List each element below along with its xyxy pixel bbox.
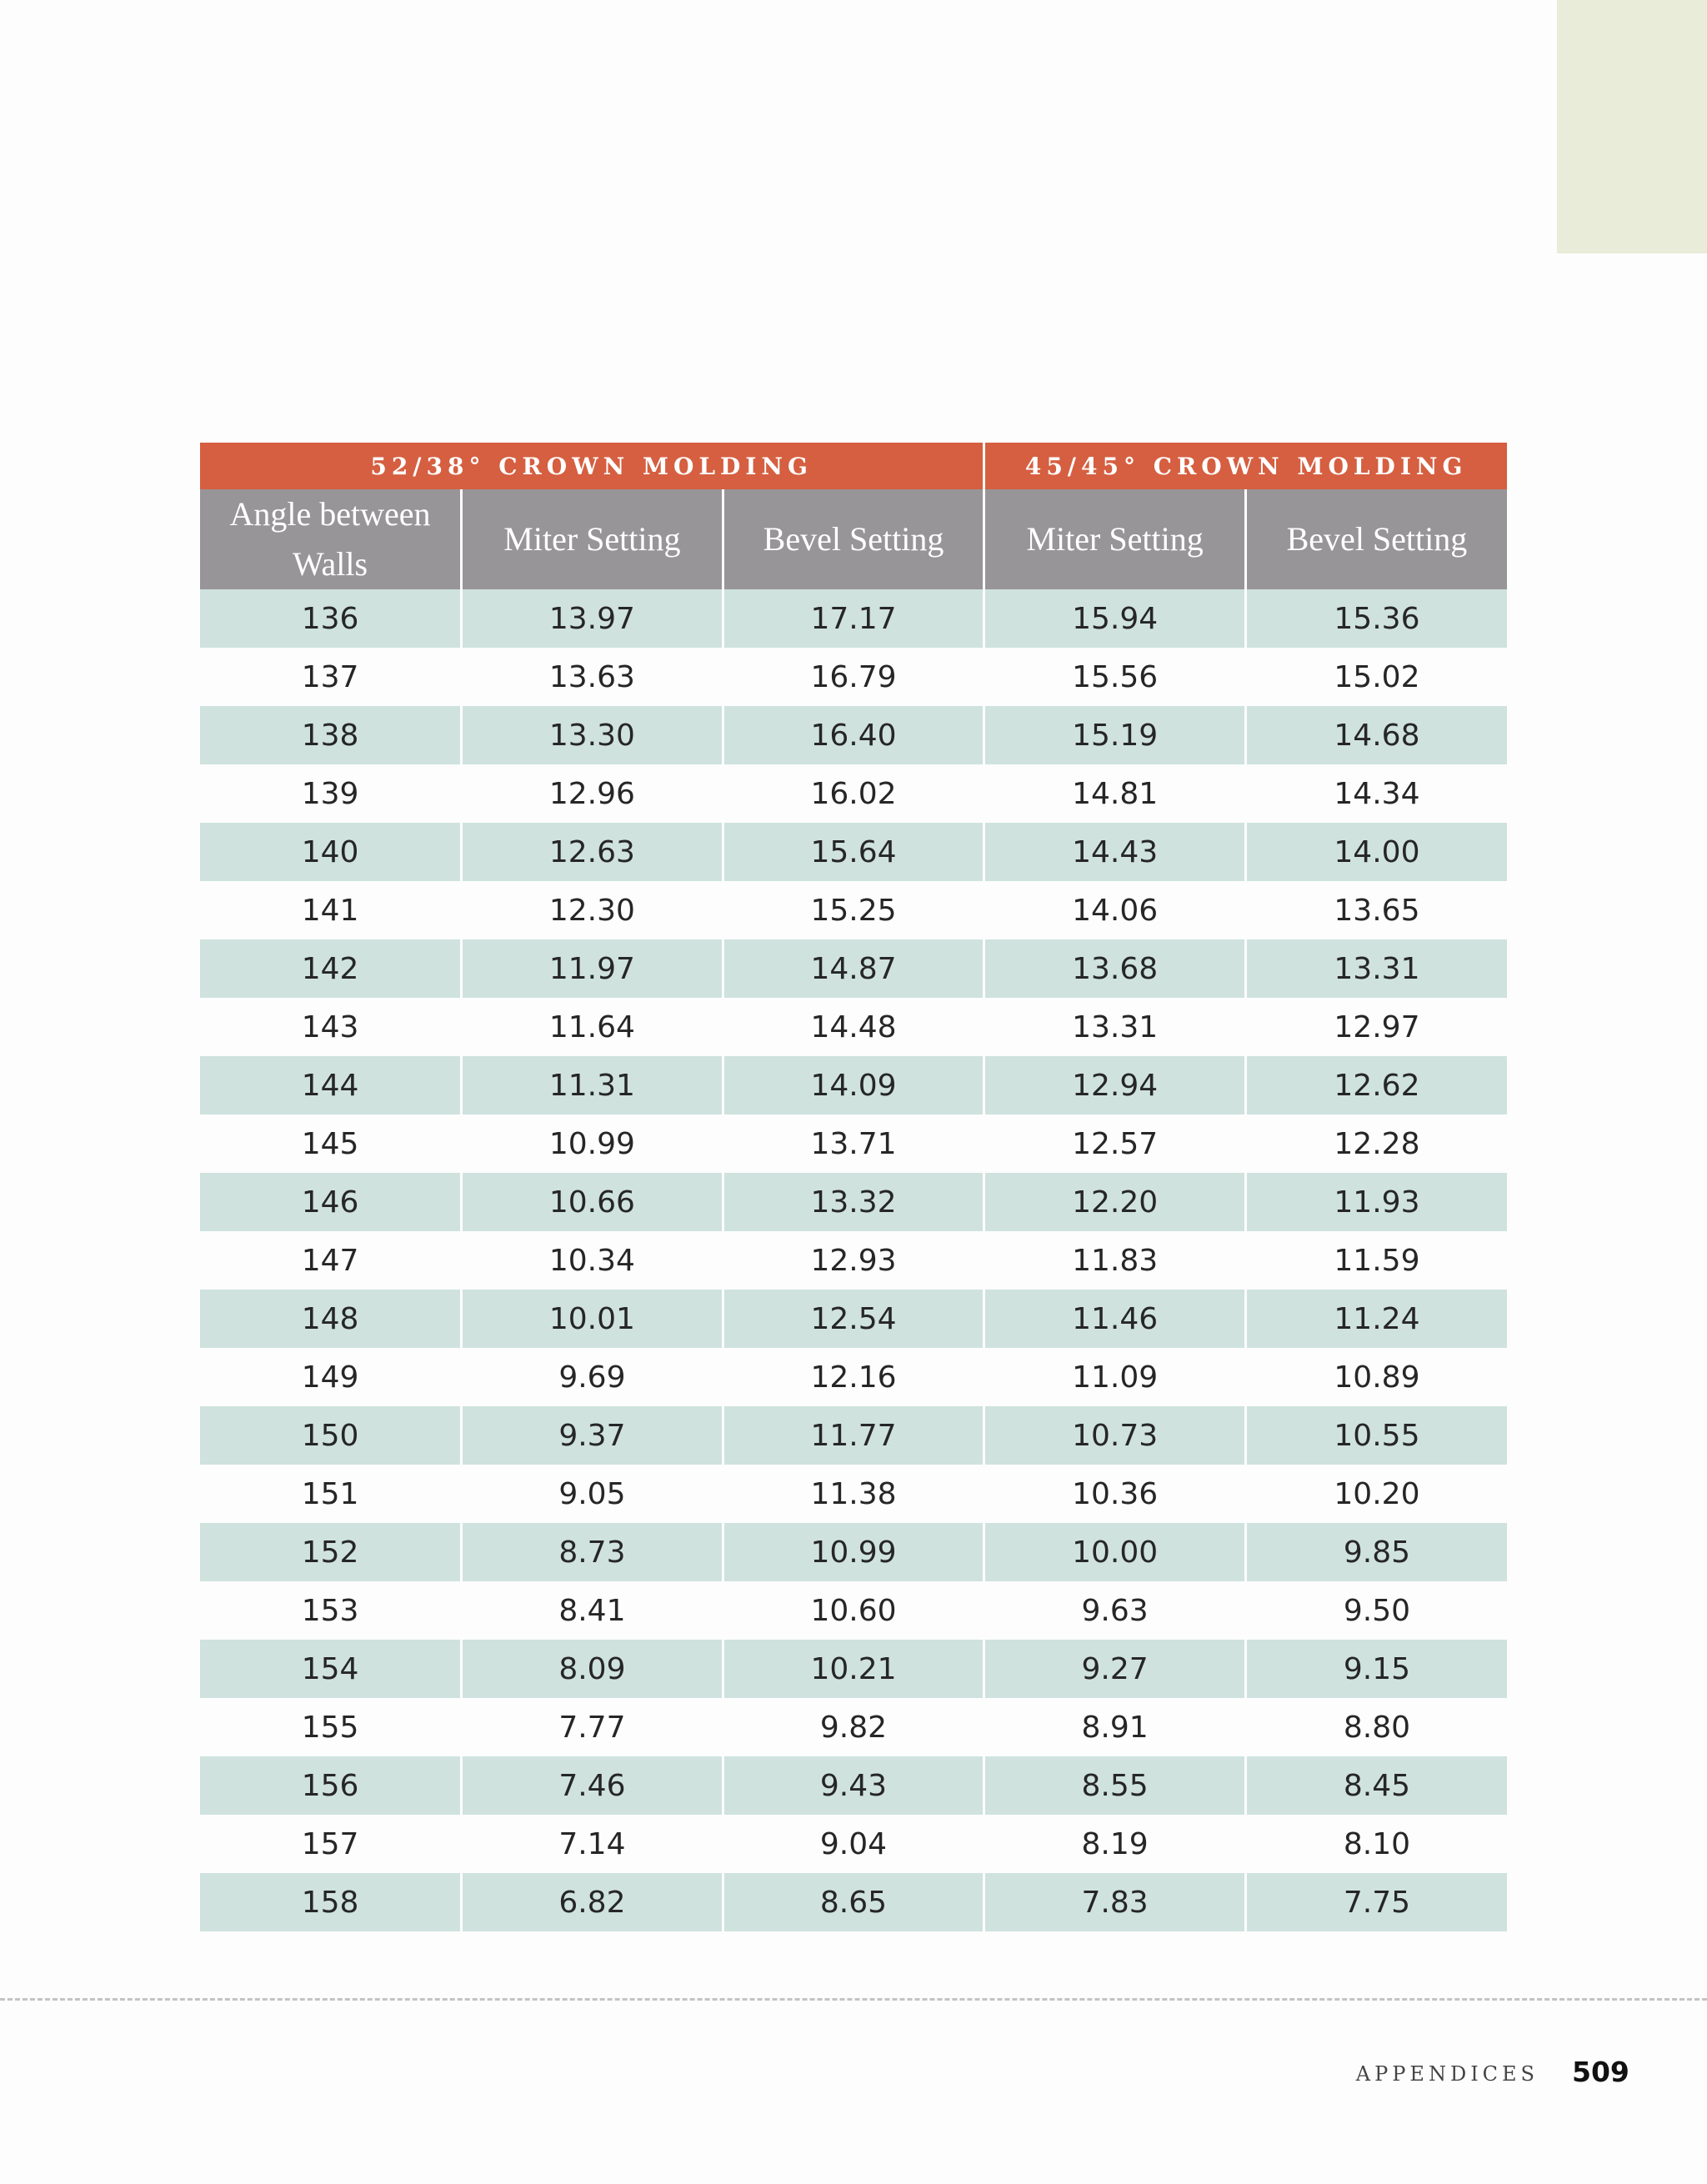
table-cell: 10.73 [984,1406,1246,1465]
table-cell: 14.00 [1245,823,1507,881]
table-cell: 9.05 [462,1465,723,1523]
table-row [200,648,1507,706]
table-row [200,1698,1507,1756]
table-row [200,764,1507,823]
table-cell: 8.09 [462,1640,723,1698]
column-header-miter-52-38: Miter Setting [462,489,723,589]
table-row [200,998,1507,1056]
table-cell: 13.97 [462,589,723,648]
table-row [200,881,1507,939]
table-row [200,1465,1507,1523]
table-cell: 13.65 [1245,881,1507,939]
crown-molding-table-container [200,443,1507,1931]
table-cell: 12.63 [462,823,723,881]
table-cell: 153 [200,1581,462,1640]
corner-color-tab [1557,0,1707,253]
table-cell: 8.65 [723,1873,984,1931]
table-row [200,1290,1507,1348]
column-header-bevel-45-45: Bevel Setting [1245,489,1507,589]
page-number: 509 [1572,2056,1629,2088]
table-cell: 10.99 [462,1115,723,1173]
table-cell: 148 [200,1290,462,1348]
table-cell: 11.46 [984,1290,1246,1348]
table-row [200,1756,1507,1815]
table-row [200,1873,1507,1931]
table-cell: 154 [200,1640,462,1698]
table-cell: 9.04 [723,1815,984,1873]
table-cell: 7.75 [1245,1873,1507,1931]
table-cell: 11.93 [1245,1173,1507,1231]
table-cell: 10.66 [462,1173,723,1231]
table-row [200,1406,1507,1465]
table-row [200,1348,1507,1406]
table-cell: 14.48 [723,998,984,1056]
table-cell: 15.94 [984,589,1246,648]
table-cell: 12.62 [1245,1056,1507,1115]
table-cell: 11.24 [1245,1290,1507,1348]
table-cell: 11.31 [462,1056,723,1115]
table-row [200,823,1507,881]
table-cell: 10.34 [462,1231,723,1290]
table-cell: 12.97 [1245,998,1507,1056]
table-cell: 13.32 [723,1173,984,1231]
table-cell: 11.38 [723,1465,984,1523]
table-cell: 7.83 [984,1873,1246,1931]
group-header-45-45: 45/45° CROWN MOLDING [984,443,1507,489]
table-cell: 136 [200,589,462,648]
table-cell: 10.60 [723,1581,984,1640]
table-cell: 143 [200,998,462,1056]
table-cell: 155 [200,1698,462,1756]
group-header-52-38: 52/38° CROWN MOLDING [200,443,984,489]
table-cell: 12.28 [1245,1115,1507,1173]
table-cell: 12.16 [723,1348,984,1406]
table-cell: 139 [200,764,462,823]
table-cell: 12.94 [984,1056,1246,1115]
group-header-row [200,443,1507,489]
table-cell: 157 [200,1815,462,1873]
table-cell: 13.68 [984,939,1246,998]
table-cell: 141 [200,881,462,939]
table-cell: 15.64 [723,823,984,881]
table-cell: 6.82 [462,1873,723,1931]
table-cell: 15.56 [984,648,1246,706]
table-cell: 8.55 [984,1756,1246,1815]
table-cell: 16.40 [723,706,984,764]
table-cell: 9.69 [462,1348,723,1406]
table-cell: 7.14 [462,1815,723,1873]
table-cell: 10.89 [1245,1348,1507,1406]
table-cell: 15.19 [984,706,1246,764]
table-cell: 151 [200,1465,462,1523]
table-cell: 11.59 [1245,1231,1507,1290]
table-cell: 16.02 [723,764,984,823]
table-cell: 17.17 [723,589,984,648]
table-cell: 9.82 [723,1698,984,1756]
table-cell: 9.37 [462,1406,723,1465]
crown-molding-table [200,443,1507,1931]
table-cell: 8.45 [1245,1756,1507,1815]
table-cell: 16.79 [723,648,984,706]
table-row [200,939,1507,998]
table-cell: 7.77 [462,1698,723,1756]
column-header-miter-45-45: Miter Setting [984,489,1246,589]
table-cell: 10.99 [723,1523,984,1581]
table-cell: 10.00 [984,1523,1246,1581]
table-row [200,589,1507,648]
table-row [200,1115,1507,1173]
table-cell: 152 [200,1523,462,1581]
table-cell: 14.81 [984,764,1246,823]
table-row [200,1581,1507,1640]
footer-divider [0,1998,1707,2001]
table-row [200,1640,1507,1698]
table-cell: 9.50 [1245,1581,1507,1640]
table-body [200,589,1507,1931]
table-cell: 140 [200,823,462,881]
table-cell: 13.30 [462,706,723,764]
table-cell: 12.20 [984,1173,1246,1231]
table-cell: 14.87 [723,939,984,998]
table-cell: 142 [200,939,462,998]
table-cell: 9.63 [984,1581,1246,1640]
table-cell: 8.19 [984,1815,1246,1873]
table-cell: 150 [200,1406,462,1465]
table-cell: 8.10 [1245,1815,1507,1873]
table-cell: 15.25 [723,881,984,939]
table-cell: 10.20 [1245,1465,1507,1523]
table-cell: 156 [200,1756,462,1815]
table-cell: 11.83 [984,1231,1246,1290]
footer-section-label: APPENDICES [1355,2062,1539,2086]
table-cell: 11.09 [984,1348,1246,1406]
table-cell: 12.57 [984,1115,1246,1173]
column-header-bevel-52-38: Bevel Setting [723,489,984,589]
table-cell: 8.73 [462,1523,723,1581]
table-cell: 147 [200,1231,462,1290]
table-cell: 13.31 [1245,939,1507,998]
table-cell: 8.80 [1245,1698,1507,1756]
table-cell: 138 [200,706,462,764]
table-cell: 11.64 [462,998,723,1056]
table-cell: 10.55 [1245,1406,1507,1465]
table-cell: 13.71 [723,1115,984,1173]
table-cell: 7.46 [462,1756,723,1815]
table-cell: 9.15 [1245,1640,1507,1698]
table-cell: 14.68 [1245,706,1507,764]
column-header-row [200,489,1507,589]
table-cell: 12.96 [462,764,723,823]
table-cell: 9.27 [984,1640,1246,1698]
table-cell: 10.01 [462,1290,723,1348]
table-cell: 14.09 [723,1056,984,1115]
table-cell: 9.43 [723,1756,984,1815]
table-cell: 14.34 [1245,764,1507,823]
table-cell: 9.85 [1245,1523,1507,1581]
table-cell: 15.36 [1245,589,1507,648]
table-cell: 10.21 [723,1640,984,1698]
table-cell: 13.31 [984,998,1246,1056]
table-cell: 8.41 [462,1581,723,1640]
table-cell: 13.63 [462,648,723,706]
table-cell: 145 [200,1115,462,1173]
table-cell: 137 [200,648,462,706]
table-row [200,1523,1507,1581]
table-row [200,1231,1507,1290]
table-cell: 10.36 [984,1465,1246,1523]
table-row [200,706,1507,764]
table-cell: 11.77 [723,1406,984,1465]
table-cell: 144 [200,1056,462,1115]
column-header-angle: Angle between Walls [200,489,462,589]
table-cell: 146 [200,1173,462,1231]
table-cell: 14.06 [984,881,1246,939]
table-cell: 15.02 [1245,648,1507,706]
table-cell: 12.30 [462,881,723,939]
table-row [200,1815,1507,1873]
table-cell: 12.54 [723,1290,984,1348]
table-row [200,1056,1507,1115]
table-cell: 11.97 [462,939,723,998]
table-cell: 14.43 [984,823,1246,881]
table-cell: 149 [200,1348,462,1406]
table-cell: 158 [200,1873,462,1931]
table-cell: 8.91 [984,1698,1246,1756]
table-cell: 12.93 [723,1231,984,1290]
table-row [200,1173,1507,1231]
